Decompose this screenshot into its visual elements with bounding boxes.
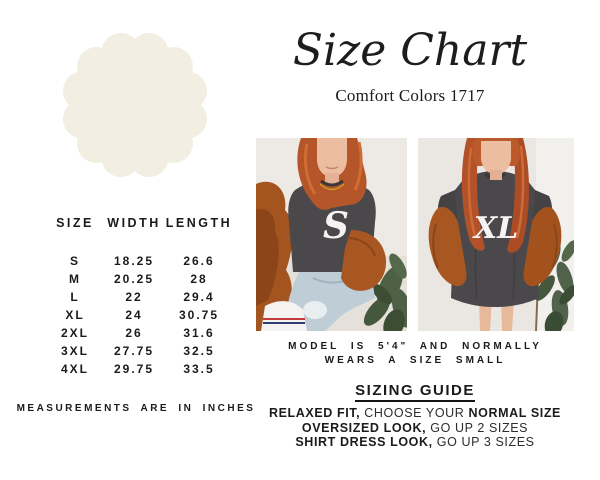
cell-width: 20.25 <box>113 272 155 286</box>
sizing-guide-line-relaxed <box>245 406 585 421</box>
table-row <box>45 324 235 342</box>
model-photo-size-s <box>256 138 407 331</box>
size-table-header-width: WIDTH <box>107 216 161 230</box>
cell-width: 26 <box>125 326 143 340</box>
cell-length: 33.5 <box>183 362 215 376</box>
size-table-header-length: LENGTH <box>165 216 233 230</box>
guide-bold-text: SHIRT DRESS LOOK, <box>295 435 433 449</box>
table-row <box>45 342 235 360</box>
sizing-guide-lines <box>245 406 585 450</box>
cell-width: 18.25 <box>113 254 155 268</box>
model-photo-size-xl <box>418 138 574 331</box>
cell-length: 28 <box>190 272 208 286</box>
scallop-shape-icon <box>63 33 207 177</box>
cell-size: L <box>70 290 80 304</box>
cell-width: 29.75 <box>113 362 155 376</box>
cell-width: 27.75 <box>113 344 155 358</box>
model-photo-xl-illustration <box>418 138 574 331</box>
shirt-size-letter-s: S <box>323 205 349 247</box>
cell-size: S <box>69 254 80 268</box>
model-photo-s-illustration <box>256 138 407 331</box>
page-title: Size Chart <box>292 25 528 76</box>
shirt-size-letters-xl: XL <box>473 211 519 246</box>
cell-size: M <box>69 272 81 286</box>
page-subtitle: Comfort Colors 1717 <box>335 86 485 105</box>
model-caption <box>245 340 585 368</box>
cell-length: 26.6 <box>183 254 215 268</box>
cell-size: 4XL <box>60 362 89 376</box>
guide-regular-text: GO UP 2 SIZES <box>426 420 529 435</box>
cell-length: 29.4 <box>183 290 215 304</box>
guide-regular-text: CHOOSE YOUR <box>360 406 469 420</box>
cell-length: 32.5 <box>183 344 215 358</box>
logo-placeholder-badge <box>55 25 215 185</box>
sizing-guide-line-shirtdress <box>245 435 585 450</box>
sizing-guide-heading: SIZING GUIDE <box>355 382 475 402</box>
cell-width: 24 <box>125 308 143 322</box>
sizing-guide-line-oversized <box>245 421 585 436</box>
size-table-body <box>45 252 235 378</box>
cell-length: 30.75 <box>178 308 220 322</box>
model-caption-line2: WEARS A SIZE SMALL <box>324 355 506 366</box>
size-table <box>45 216 235 378</box>
sizing-guide-heading-wrap <box>245 382 585 402</box>
guide-regular-text: GO UP 3 SIZES <box>432 435 535 449</box>
guide-bold-text: RELAXED FIT, <box>268 406 361 420</box>
measurements-note: MEASUREMENTS ARE IN INCHES <box>16 403 256 414</box>
table-row <box>45 306 235 324</box>
table-row <box>45 270 235 288</box>
table-row <box>45 288 235 306</box>
cell-width: 22 <box>125 290 143 304</box>
size-table-header-row <box>45 216 235 230</box>
guide-bold-text: OVERSIZED LOOK, <box>301 420 427 435</box>
cell-length: 31.6 <box>183 326 215 340</box>
guide-bold-text: NORMAL SIZE <box>468 406 561 420</box>
table-row <box>45 252 235 270</box>
table-row <box>45 360 235 378</box>
size-table-header-size: SIZE <box>56 216 94 230</box>
cell-size: XL <box>65 308 85 322</box>
model-caption-line1: MODEL IS 5'4" AND NORMALLY <box>288 341 542 352</box>
cell-size: 3XL <box>60 344 89 358</box>
cell-size: 2XL <box>60 326 89 340</box>
